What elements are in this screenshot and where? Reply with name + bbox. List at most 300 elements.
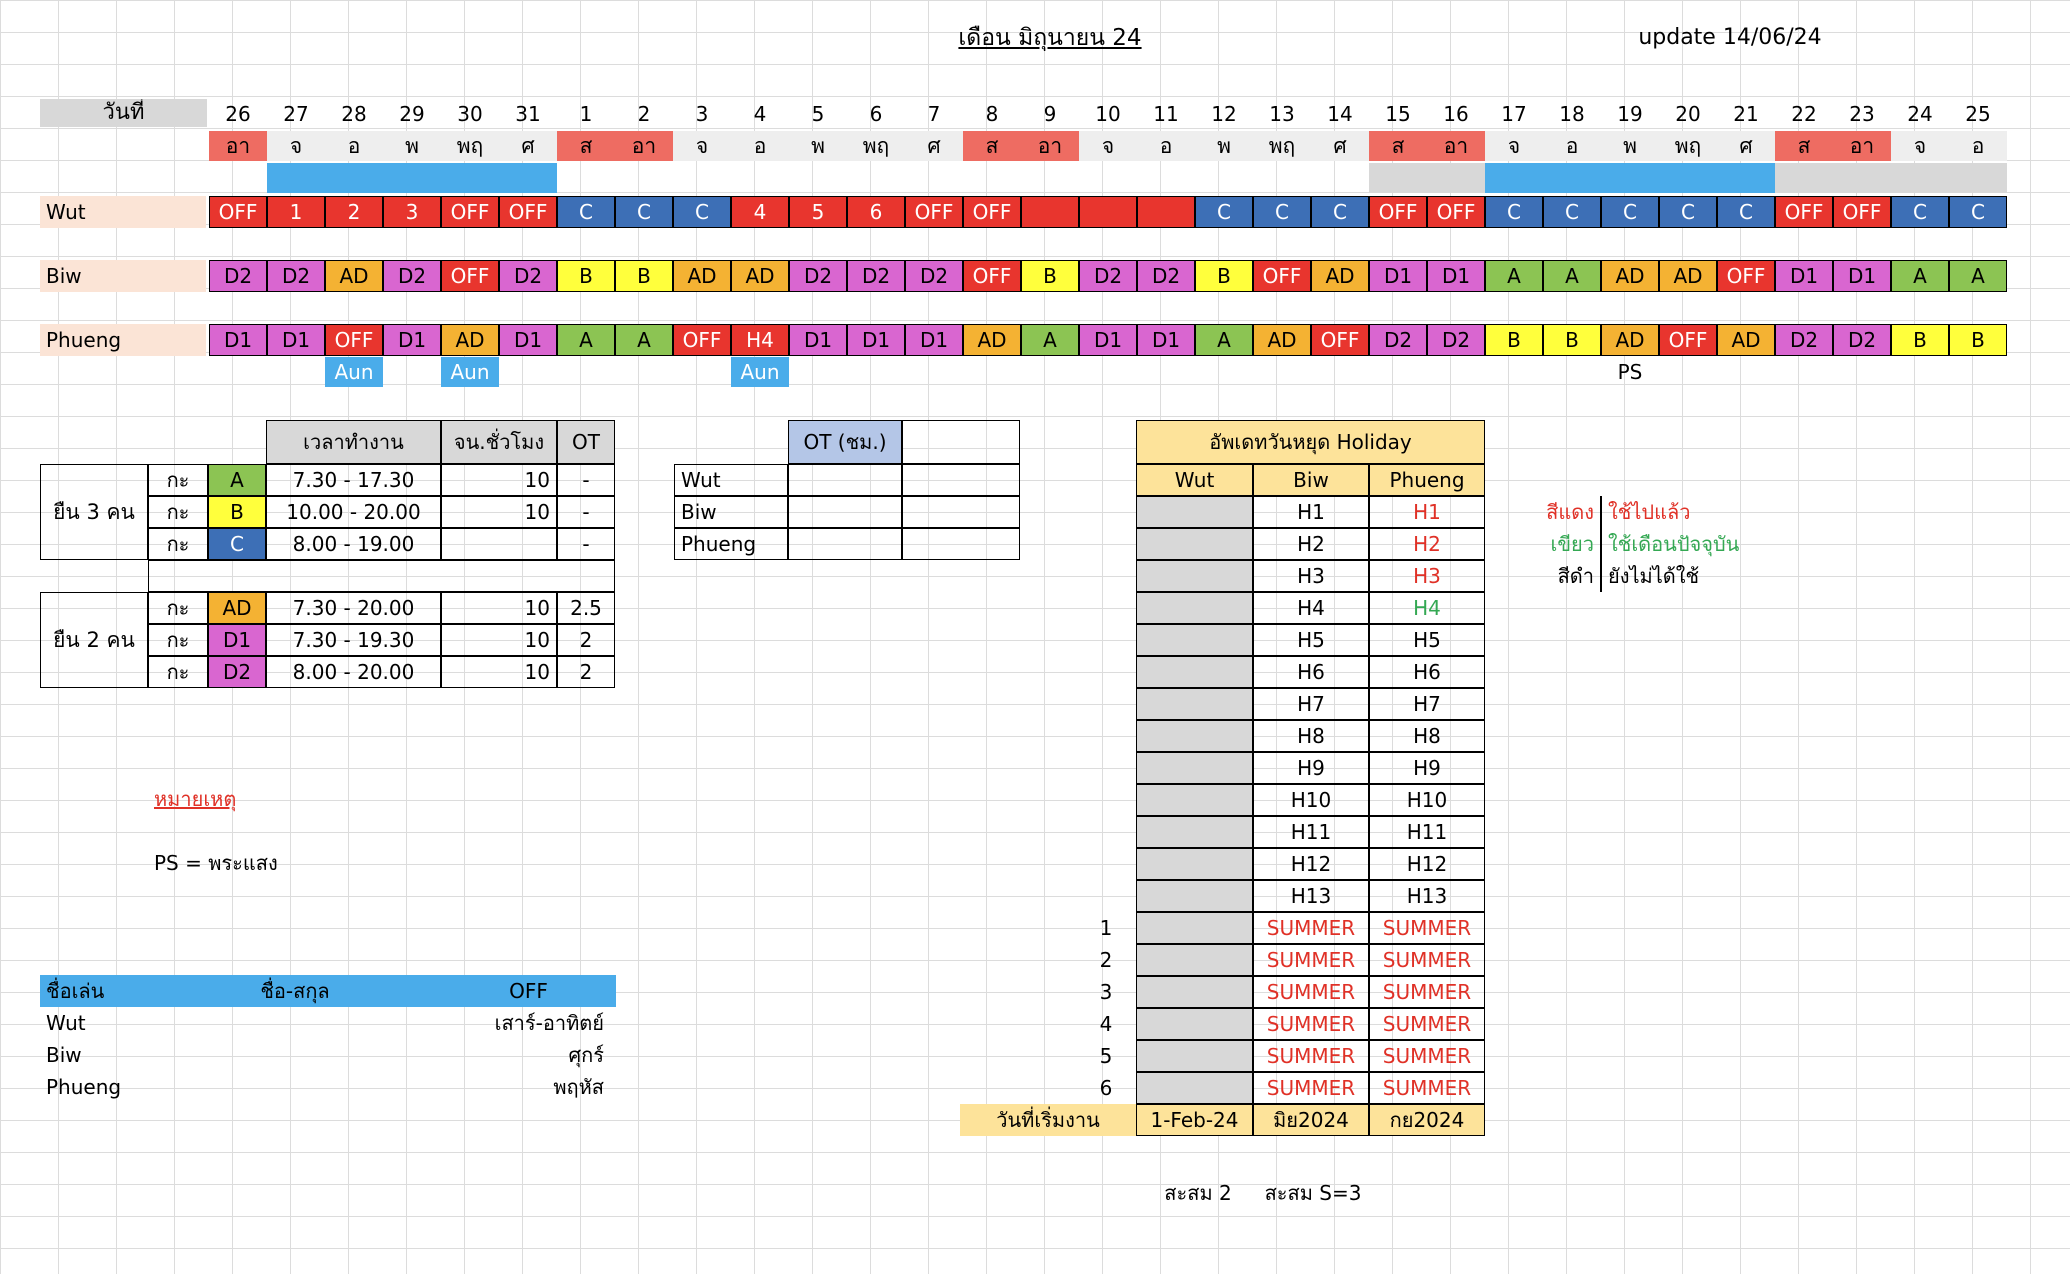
shift-cell: B: [1543, 324, 1601, 356]
shift-cell: D1: [383, 324, 441, 356]
weekday: อ: [1137, 131, 1195, 161]
ot-name: Wut: [674, 464, 788, 496]
holiday-wut: [1136, 784, 1253, 816]
shift-cell: H4: [731, 324, 789, 356]
note-text: PS = พระแสง: [154, 851, 278, 875]
shift-code: B: [208, 496, 266, 528]
shift-table-header: เวลาทำงาน: [266, 420, 441, 464]
holiday-col-header: Phueng: [1369, 464, 1485, 496]
summer-number: 1: [1099, 916, 1113, 940]
shift-cell: C: [1891, 196, 1949, 228]
day-number: 25: [1965, 102, 1991, 126]
holiday-phueng: H9: [1369, 752, 1485, 784]
holiday-biw: H7: [1253, 688, 1369, 720]
shift-prefix: กะ: [148, 464, 208, 496]
page-title: เดือน มิถุนายน 24: [958, 24, 1142, 51]
shift-cell: D2: [1775, 324, 1833, 356]
shift-code: C: [208, 528, 266, 560]
shift-code: A: [208, 464, 266, 496]
staff-label-wut: Wut: [40, 196, 206, 228]
summer-number: 5: [1099, 1044, 1113, 1068]
shift-cell: D2: [267, 260, 325, 292]
shift-cell: [1021, 196, 1079, 228]
shift-cell: C: [1717, 196, 1775, 228]
shift-cell: B: [1485, 324, 1543, 356]
holiday-title: อัพเดทวันหยุด Holiday: [1136, 420, 1485, 464]
week-band: [267, 163, 557, 193]
shift-cell: D1: [1427, 260, 1485, 292]
roster-off: เสาร์-อาทิตย์: [494, 1011, 604, 1035]
shift-prefix: กะ: [148, 592, 208, 624]
note-title: หมายเหตุ: [154, 787, 237, 811]
shift-cell: B: [615, 260, 673, 292]
shift-cell: D2: [1137, 260, 1195, 292]
shift-cell: OFF: [1775, 196, 1833, 228]
holiday-wut: [1136, 528, 1253, 560]
start-date: มิย2024: [1253, 1104, 1369, 1136]
holiday-biw: H6: [1253, 656, 1369, 688]
legend-desc: ใช้เดือนปัจจุบัน: [1608, 532, 1740, 556]
shift-cell: A: [615, 324, 673, 356]
shift-cell: C: [1949, 196, 2007, 228]
group-label: ยืน 3 คน: [40, 464, 148, 560]
holiday-biw: H11: [1253, 816, 1369, 848]
shift-cell: B: [1021, 260, 1079, 292]
weekday: พฤ: [441, 131, 499, 161]
legend-label: สีแดง: [1546, 500, 1594, 524]
shift-cell: OFF: [673, 324, 731, 356]
holiday-wut: [1136, 656, 1253, 688]
shift-code: D1: [208, 624, 266, 656]
day-number: 18: [1559, 102, 1585, 126]
shift-cell: AD: [1659, 260, 1717, 292]
holiday-wut: [1136, 1072, 1253, 1104]
summer-biw: SUMMER: [1253, 1040, 1369, 1072]
roster-off: พฤหัส: [553, 1075, 604, 1099]
shift-cell: 5: [789, 196, 847, 228]
shift-cell: B: [557, 260, 615, 292]
legend-desc: ใช้ไปแล้ว: [1608, 500, 1691, 524]
shift-cell: D1: [267, 324, 325, 356]
holiday-biw: H13: [1253, 880, 1369, 912]
shift-cell: AD: [963, 324, 1021, 356]
shift-cell: D2: [1079, 260, 1137, 292]
shift-cell: A: [1543, 260, 1601, 292]
shift-cell: D2: [1369, 324, 1427, 356]
ot-value: [788, 528, 902, 560]
shift-cell: D1: [1369, 260, 1427, 292]
holiday-phueng: H7: [1369, 688, 1485, 720]
summer-phueng: SUMMER: [1369, 912, 1485, 944]
update-date: update 14/06/24: [1638, 25, 1822, 50]
day-number: 23: [1849, 102, 1875, 126]
holiday-wut: [1136, 816, 1253, 848]
shift-prefix: กะ: [148, 496, 208, 528]
roster-header-nick: ชื่อเล่น: [46, 979, 105, 1003]
holiday-wut: [1136, 560, 1253, 592]
summer-biw: SUMMER: [1253, 944, 1369, 976]
shift-cell: D2: [1833, 324, 1891, 356]
summer-biw: SUMMER: [1253, 1072, 1369, 1104]
shift-cell: C: [1543, 196, 1601, 228]
day-number: 15: [1385, 102, 1411, 126]
week-band: [1485, 163, 1775, 193]
weekday: พฤ: [847, 131, 905, 161]
day-number: 14: [1327, 102, 1353, 126]
shift-hours: 10: [441, 496, 557, 528]
day-number: 28: [341, 102, 367, 126]
summer-phueng: SUMMER: [1369, 944, 1485, 976]
holiday-biw: H1: [1253, 496, 1369, 528]
weekday: พฤ: [1659, 131, 1717, 161]
holiday-biw: H10: [1253, 784, 1369, 816]
shift-cell: AD: [731, 260, 789, 292]
shift-cell: OFF: [441, 260, 499, 292]
weekday: ศ: [905, 131, 963, 161]
shift-ot: 2.5: [557, 592, 615, 624]
shift-cell: 2: [325, 196, 383, 228]
day-number: 17: [1501, 102, 1527, 126]
weekday: จ: [1485, 131, 1543, 161]
holiday-wut: [1136, 720, 1253, 752]
holiday-phueng: H12: [1369, 848, 1485, 880]
holiday-wut: [1136, 944, 1253, 976]
shift-cell: OFF: [209, 196, 267, 228]
start-label: วันที่เริ่มงาน: [960, 1104, 1136, 1136]
shift-cell: C: [1195, 196, 1253, 228]
shift-cell: D1: [905, 324, 963, 356]
aun-marker: Aun: [325, 357, 383, 387]
holiday-col-header: Wut: [1136, 464, 1253, 496]
shift-cell: AD: [1601, 324, 1659, 356]
holiday-phueng: H3: [1369, 560, 1485, 592]
start-date: 1-Feb-24: [1136, 1104, 1253, 1136]
shift-cell: D1: [789, 324, 847, 356]
holiday-biw: H9: [1253, 752, 1369, 784]
shift-code: D2: [208, 656, 266, 688]
shift-cell: AD: [1717, 324, 1775, 356]
weekday: ส: [557, 131, 615, 161]
week-band: [1369, 163, 1485, 193]
weekday: อ: [1949, 131, 2007, 161]
start-date: กย2024: [1369, 1104, 1485, 1136]
day-number: 6: [869, 102, 883, 126]
day-number: 20: [1675, 102, 1701, 126]
shift-cell: AD: [1601, 260, 1659, 292]
day-number: 22: [1791, 102, 1817, 126]
shift-ot: -: [557, 464, 615, 496]
weekday: อา: [209, 131, 267, 161]
weekday: ศ: [1717, 131, 1775, 161]
shift-time: 7.30 - 19.30: [266, 624, 441, 656]
shift-cell: OFF: [1369, 196, 1427, 228]
weekday: อ: [325, 131, 383, 161]
shift-ot: 2: [557, 656, 615, 688]
summer-biw: SUMMER: [1253, 976, 1369, 1008]
weekday: อ: [731, 131, 789, 161]
ot-name: Phueng: [674, 528, 788, 560]
shift-cell: AD: [441, 324, 499, 356]
shift-cell: AD: [325, 260, 383, 292]
shift-cell: D2: [789, 260, 847, 292]
day-label: วันที่: [40, 99, 207, 127]
weekday: อา: [1021, 131, 1079, 161]
roster-nick: Biw: [46, 1043, 82, 1067]
summer-biw: SUMMER: [1253, 912, 1369, 944]
ps-marker: PS: [1617, 360, 1643, 384]
shift-cell: D1: [847, 324, 905, 356]
shift-cell: D2: [209, 260, 267, 292]
shift-time: 7.30 - 20.00: [266, 592, 441, 624]
weekday: อา: [1427, 131, 1485, 161]
shift-cell: OFF: [499, 196, 557, 228]
weekday: ส: [963, 131, 1021, 161]
weekday: จ: [1079, 131, 1137, 161]
shift-cell: OFF: [1833, 196, 1891, 228]
accum-1: สะสม 2: [1164, 1181, 1232, 1205]
shift-prefix: กะ: [148, 656, 208, 688]
weekday: ส: [1775, 131, 1833, 161]
holiday-wut: [1136, 624, 1253, 656]
shift-cell: OFF: [1311, 324, 1369, 356]
summer-biw: SUMMER: [1253, 1008, 1369, 1040]
shift-cell: D1: [209, 324, 267, 356]
shift-hours: 10: [441, 624, 557, 656]
shift-cell: B: [1195, 260, 1253, 292]
holiday-wut: [1136, 752, 1253, 784]
shift-cell: C: [1659, 196, 1717, 228]
shift-cell: OFF: [905, 196, 963, 228]
shift-hours: 10: [441, 464, 557, 496]
holiday-phueng: H11: [1369, 816, 1485, 848]
shift-cell: OFF: [1427, 196, 1485, 228]
shift-cell: D1: [1833, 260, 1891, 292]
shift-cell: D2: [1427, 324, 1485, 356]
shift-cell: AD: [673, 260, 731, 292]
holiday-biw: H12: [1253, 848, 1369, 880]
holiday-wut: [1136, 1040, 1253, 1072]
holiday-wut: [1136, 912, 1253, 944]
day-number: 11: [1153, 102, 1179, 126]
shift-cell: [1079, 196, 1137, 228]
shift-cell: C: [673, 196, 731, 228]
shift-table-header: จน.ชั่วโมง: [441, 420, 557, 464]
shift-cell: OFF: [1717, 260, 1775, 292]
shift-cell: A: [1485, 260, 1543, 292]
shift-cell: OFF: [1659, 324, 1717, 356]
holiday-phueng: H1: [1369, 496, 1485, 528]
shift-time: 8.00 - 20.00: [266, 656, 441, 688]
holiday-wut: [1136, 496, 1253, 528]
weekday: พ: [1601, 131, 1659, 161]
day-number: 5: [811, 102, 825, 126]
legend-label: สีดำ: [1557, 564, 1594, 588]
shift-cell: OFF: [963, 260, 1021, 292]
spacer-row: [148, 560, 615, 592]
shift-hours: 10: [441, 656, 557, 688]
summer-phueng: SUMMER: [1369, 1040, 1485, 1072]
shift-cell: A: [1891, 260, 1949, 292]
holiday-biw: H8: [1253, 720, 1369, 752]
summer-number: 6: [1099, 1076, 1113, 1100]
accum-2: สะสม S=3: [1264, 1181, 1362, 1205]
day-number: 10: [1095, 102, 1121, 126]
day-number: 7: [927, 102, 941, 126]
shift-cell: D1: [1137, 324, 1195, 356]
weekday: จ: [1891, 131, 1949, 161]
weekday: อ: [1543, 131, 1601, 161]
day-number: 26: [225, 102, 251, 126]
shift-ot: -: [557, 496, 615, 528]
holiday-wut: [1136, 592, 1253, 624]
shift-cell: OFF: [963, 196, 1021, 228]
shift-cell: AD: [1311, 260, 1369, 292]
shift-cell: B: [1891, 324, 1949, 356]
group-label: ยืน 2 คน: [40, 592, 148, 688]
ot-name: Biw: [674, 496, 788, 528]
holiday-biw: H2: [1253, 528, 1369, 560]
day-number: 21: [1733, 102, 1759, 126]
roster-nick: Wut: [46, 1011, 86, 1035]
summer-number: 3: [1099, 980, 1113, 1004]
shift-hours: [441, 528, 557, 560]
shift-table-header: OT: [557, 420, 615, 464]
weekday: อา: [1833, 131, 1891, 161]
day-number: 4: [753, 102, 767, 126]
shift-cell: D1: [499, 324, 557, 356]
shift-cell: D2: [383, 260, 441, 292]
weekday: พ: [1195, 131, 1253, 161]
holiday-phueng: H4: [1369, 592, 1485, 624]
shift-hours: 10: [441, 592, 557, 624]
roster-off: ศุกร์: [568, 1043, 604, 1067]
holiday-phueng: H5: [1369, 624, 1485, 656]
shift-cell: A: [557, 324, 615, 356]
shift-ot: -: [557, 528, 615, 560]
staff-label-phueng: Phueng: [40, 324, 206, 356]
summer-phueng: SUMMER: [1369, 976, 1485, 1008]
holiday-phueng: H13: [1369, 880, 1485, 912]
aun-marker: Aun: [441, 357, 499, 387]
ot-value: [902, 464, 1020, 496]
shift-cell: C: [1253, 196, 1311, 228]
roster-header-off: OFF: [509, 979, 548, 1003]
summer-phueng: SUMMER: [1369, 1008, 1485, 1040]
day-number: 2: [637, 102, 651, 126]
legend-label: เขียว: [1550, 532, 1594, 556]
day-number: 16: [1443, 102, 1469, 126]
shift-cell: D2: [905, 260, 963, 292]
holiday-biw: H3: [1253, 560, 1369, 592]
holiday-col-header: Biw: [1253, 464, 1369, 496]
aun-marker: Aun: [731, 357, 789, 387]
shift-cell: 1: [267, 196, 325, 228]
shift-cell: C: [1311, 196, 1369, 228]
summer-number: 4: [1099, 1012, 1113, 1036]
day-number: 24: [1907, 102, 1933, 126]
holiday-phueng: H2: [1369, 528, 1485, 560]
day-number: 9: [1043, 102, 1057, 126]
holiday-biw: H5: [1253, 624, 1369, 656]
day-number: 13: [1269, 102, 1295, 126]
shift-time: 8.00 - 19.00: [266, 528, 441, 560]
holiday-wut: [1136, 1008, 1253, 1040]
summer-phueng: SUMMER: [1369, 1072, 1485, 1104]
weekday: พฤ: [1253, 131, 1311, 161]
holiday-biw: H4: [1253, 592, 1369, 624]
shift-time: 10.00 - 20.00: [266, 496, 441, 528]
shift-cell: OFF: [1253, 260, 1311, 292]
holiday-wut: [1136, 880, 1253, 912]
shift-cell: A: [1021, 324, 1079, 356]
shift-cell: OFF: [441, 196, 499, 228]
shift-ot: 2: [557, 624, 615, 656]
shift-cell: D1: [1775, 260, 1833, 292]
weekday: จ: [267, 131, 325, 161]
shift-cell: C: [1601, 196, 1659, 228]
week-band: [1775, 163, 2007, 193]
shift-cell: 4: [731, 196, 789, 228]
legend-desc: ยังไม่ได้ใช้: [1608, 564, 1700, 588]
holiday-phueng: H10: [1369, 784, 1485, 816]
weekday: พ: [789, 131, 847, 161]
ot-value: [902, 528, 1020, 560]
shift-prefix: กะ: [148, 528, 208, 560]
shift-cell: 3: [383, 196, 441, 228]
weekday: ศ: [1311, 131, 1369, 161]
shift-cell: D2: [499, 260, 557, 292]
weekday: จ: [673, 131, 731, 161]
day-number: 30: [457, 102, 483, 126]
shift-cell: OFF: [325, 324, 383, 356]
shift-cell: B: [1949, 324, 2007, 356]
staff-label-biw: Biw: [40, 260, 206, 292]
day-number: 3: [695, 102, 709, 126]
shift-time: 7.30 - 17.30: [266, 464, 441, 496]
shift-cell: C: [615, 196, 673, 228]
summer-number: 2: [1099, 948, 1113, 972]
weekday: ส: [1369, 131, 1427, 161]
shift-prefix: กะ: [148, 624, 208, 656]
ot-header: OT (ชม.): [788, 420, 902, 464]
shift-cell: C: [1485, 196, 1543, 228]
holiday-phueng: H8: [1369, 720, 1485, 752]
shift-cell: D2: [847, 260, 905, 292]
day-number: 12: [1211, 102, 1237, 126]
weekday: อา: [615, 131, 673, 161]
weekday: พ: [383, 131, 441, 161]
day-number: 29: [399, 102, 425, 126]
shift-cell: A: [1195, 324, 1253, 356]
roster-header-name: ชื่อ-สกุล: [260, 979, 330, 1003]
shift-cell: D1: [1079, 324, 1137, 356]
weekday: ศ: [499, 131, 557, 161]
holiday-wut: [1136, 688, 1253, 720]
shift-cell: A: [1949, 260, 2007, 292]
shift-cell: AD: [1253, 324, 1311, 356]
holiday-wut: [1136, 848, 1253, 880]
ot-header-blank: [902, 420, 1020, 464]
day-number: 8: [985, 102, 999, 126]
shift-cell: 6: [847, 196, 905, 228]
day-number: 1: [579, 102, 593, 126]
ot-value: [788, 464, 902, 496]
roster-nick: Phueng: [46, 1075, 122, 1099]
holiday-phueng: H6: [1369, 656, 1485, 688]
shift-cell: [1137, 196, 1195, 228]
holiday-wut: [1136, 976, 1253, 1008]
legend-divider: [1600, 496, 1602, 592]
